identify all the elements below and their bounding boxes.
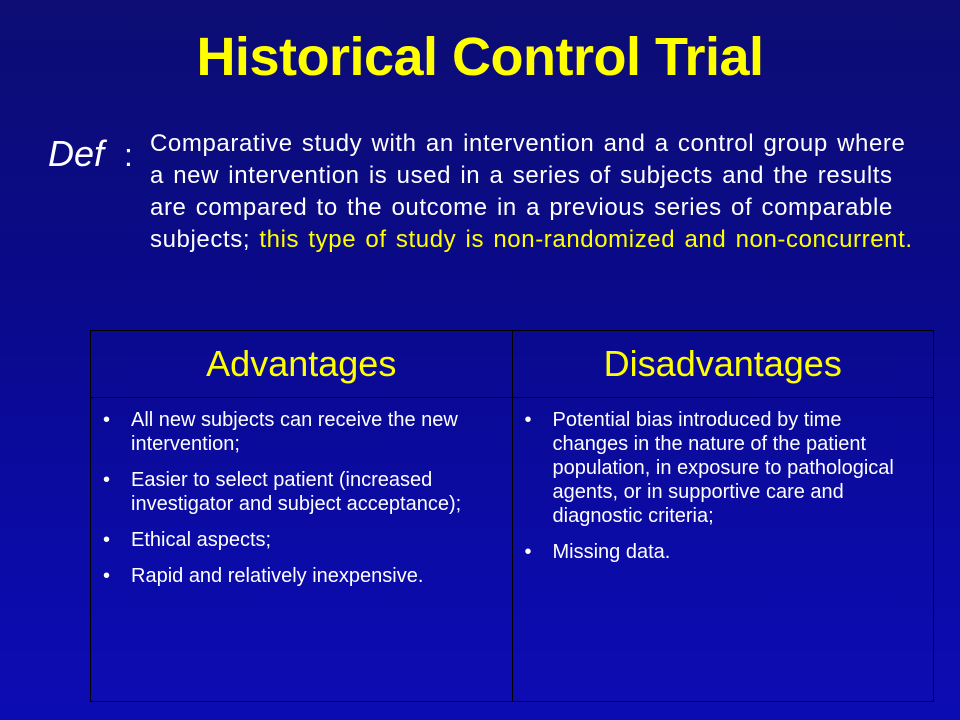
disadvantages-cell bbox=[512, 398, 934, 702]
definition-label: Def bbox=[48, 133, 105, 174]
definition-text-highlight: this type of study is non-randomized and non-concurrent. bbox=[259, 226, 913, 253]
table-body-row bbox=[91, 398, 934, 702]
definition-colon: : bbox=[124, 137, 133, 173]
disadvantages-header: Disadvantages bbox=[512, 331, 934, 398]
advantages-list bbox=[103, 408, 500, 588]
advantages-header: Advantages bbox=[91, 331, 513, 398]
list-item: • Ethical aspects; bbox=[103, 528, 500, 552]
comparison-table bbox=[90, 330, 934, 702]
list-item: • Rapid and relatively inexpensive. bbox=[103, 564, 500, 588]
slide-title: Historical Control Trial bbox=[196, 27, 764, 87]
list-item: • All new subjects can receive the new intervention; bbox=[103, 408, 500, 456]
table-header-row bbox=[91, 331, 934, 398]
disadvantages-list bbox=[525, 408, 922, 564]
list-item: • Missing data. bbox=[525, 540, 922, 564]
definition-text bbox=[150, 128, 920, 256]
definition-text-plain: Comparative study with an intervention and a control group where a new intervention is used in a series of subjects and the results are compared to the outcome in a previous series of comparable subjects; bbox=[150, 130, 906, 253]
list-item: • Potential bias introduced by time changes in the nature of the patient population, in exposure to pathological agents, or in supportive care and diagnostic criteria; bbox=[525, 408, 922, 528]
advantages-cell bbox=[91, 398, 513, 702]
list-item: • Easier to select patient (increased investigator and subject acceptance); bbox=[103, 468, 500, 516]
